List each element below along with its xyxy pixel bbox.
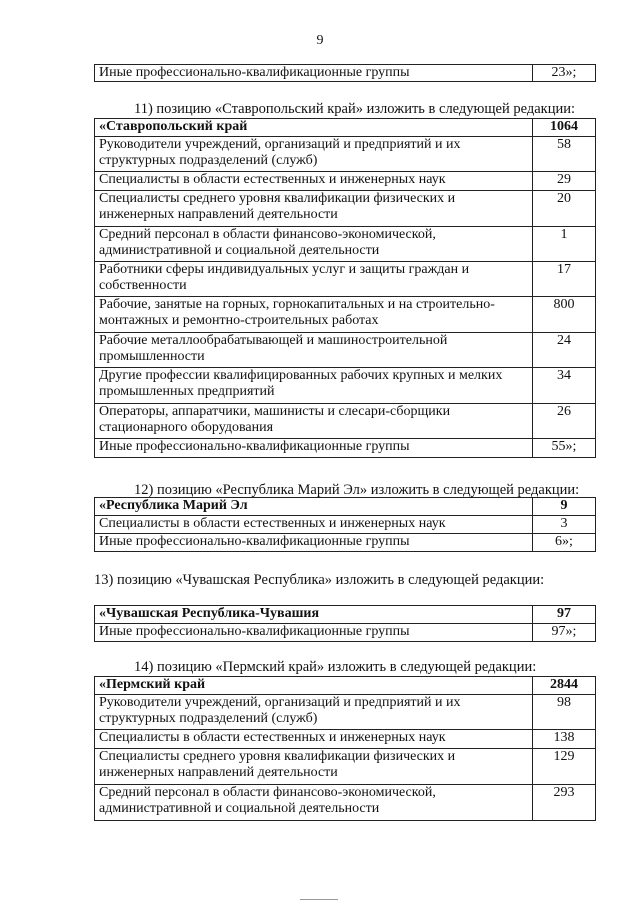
paragraph-12: 12) позицию «Республика Марий Эл» изложить в следующей редакции:	[134, 482, 580, 498]
table-stavropol	[94, 118, 596, 458]
row-label: Рабочие металлообрабатывающей и машиностроительной промышленности	[95, 333, 533, 368]
table-row	[95, 749, 596, 785]
row-value: 6»;	[533, 534, 596, 552]
table-row	[95, 516, 596, 534]
table-row	[95, 65, 596, 82]
table-row	[95, 368, 596, 404]
table-header-row	[95, 677, 596, 695]
table-row	[95, 333, 596, 368]
row-label: Другие профессии квалифицированных рабочих крупных и мелких промышленных предприятий	[95, 368, 533, 404]
page-number: 9	[316, 33, 324, 48]
table-row	[95, 695, 596, 730]
table-mari-el	[94, 497, 596, 552]
row-value: 23»;	[533, 65, 596, 82]
scan-artifact	[300, 899, 338, 900]
table-header-row	[95, 119, 596, 137]
row-value: 129	[533, 749, 596, 785]
table-row	[95, 172, 596, 191]
region-total: 1064	[533, 119, 596, 137]
row-label: Руководители учреждений, организаций и предприятий и их структурных подразделений (служб)	[95, 137, 533, 172]
row-value: 3	[533, 516, 596, 534]
region-name: «Чувашская Республика-Чувашия	[95, 606, 533, 624]
row-value: 98	[533, 695, 596, 730]
table-previous-end	[94, 64, 596, 82]
table-row	[95, 262, 596, 297]
region-name: «Ставропольский край	[95, 119, 533, 137]
row-label: Специалисты среднего уровня квалификации физических и инженерных направлений деятельности	[95, 749, 533, 785]
table-row	[95, 785, 596, 821]
row-value: 1	[533, 227, 596, 262]
table-row	[95, 624, 596, 642]
row-label: Средний персонал в области финансово-экономической, административной и социальной деятельности	[95, 227, 533, 262]
row-value: 17	[533, 262, 596, 297]
row-label: Специалисты среднего уровня квалификации физических и инженерных направлений деятельности	[95, 191, 533, 227]
row-value: 800	[533, 297, 596, 333]
row-value: 97»;	[533, 624, 596, 642]
row-value: 58	[533, 137, 596, 172]
table-row	[95, 404, 596, 439]
row-label: Специалисты в области естественных и инженерных наук	[95, 730, 533, 749]
region-total: 2844	[533, 677, 596, 695]
region-total: 97	[533, 606, 596, 624]
row-label: Рабочие, занятые на горных, горнокапитальных и на строительно-монтажных и ремонтно-строительных работах	[95, 297, 533, 333]
row-value: 293	[533, 785, 596, 821]
row-value: 26	[533, 404, 596, 439]
row-label: Иные профессионально-квалификационные группы	[95, 65, 533, 82]
table-row	[95, 227, 596, 262]
table-row	[95, 297, 596, 333]
table-row	[95, 730, 596, 749]
table-perm	[94, 676, 596, 821]
row-value: 24	[533, 333, 596, 368]
paragraph-14: 14) позицию «Пермский край» изложить в следующей редакции:	[134, 659, 537, 675]
table-row	[95, 191, 596, 227]
row-label: Иные профессионально-квалификационные группы	[95, 534, 533, 552]
region-name: «Пермский край	[95, 677, 533, 695]
table-row	[95, 439, 596, 458]
row-value: 55»;	[533, 439, 596, 458]
row-value: 34	[533, 368, 596, 404]
table-row	[95, 534, 596, 552]
table-header-row	[95, 606, 596, 624]
region-total: 9	[533, 498, 596, 516]
row-label: Руководители учреждений, организаций и предприятий и их структурных подразделений (служб)	[95, 695, 533, 730]
row-label: Операторы, аппаратчики, машинисты и слесари-сборщики стационарного оборудования	[95, 404, 533, 439]
table-chuvashia	[94, 605, 596, 642]
row-value: 20	[533, 191, 596, 227]
table-header-row	[95, 498, 596, 516]
row-label: Специалисты в области естественных и инженерных наук	[95, 172, 533, 191]
row-label: Иные профессионально-квалификационные группы	[95, 624, 533, 642]
row-value: 138	[533, 730, 596, 749]
row-label: Работники сферы индивидуальных услуг и защиты граждан и собственности	[95, 262, 533, 297]
row-label: Средний персонал в области финансово-экономической, административной и социальной деятельности	[95, 785, 533, 821]
row-label: Иные профессионально-квалификационные группы	[95, 439, 533, 458]
region-name: «Республика Марий Эл	[95, 498, 533, 516]
row-label: Специалисты в области естественных и инженерных наук	[95, 516, 533, 534]
table-row	[95, 137, 596, 172]
paragraph-13: 13) позицию «Чувашская Республика» изложить в следующей редакции:	[94, 572, 545, 588]
row-value: 29	[533, 172, 596, 191]
paragraph-11: 11) позицию «Ставропольский край» изложить в следующей редакции:	[134, 101, 576, 117]
